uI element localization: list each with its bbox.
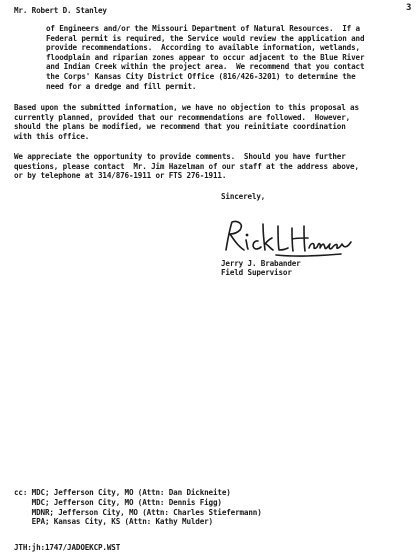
text-line: need for a dredge and fill permit. [46, 81, 197, 91]
text-line: currently planned, provided that our recommendations are followed. However, [14, 112, 351, 122]
cc-line: EPA; Kansas City, KS (Attn: Kathy Mulder) [14, 517, 213, 527]
text-line: Federal permit is required, the Service would review the application and [46, 33, 365, 43]
signer-block [221, 259, 301, 277]
text-line: questions, please contact Mr. Jim Hazelman of our staff at the address above, [14, 161, 359, 171]
text-line: provide recommendations. According to available information, wetlands, [46, 43, 360, 53]
cc-line: cc: MDC; Jefferson City, MO (Attn: Dan Dickneite) [14, 488, 231, 497]
text-line: or by telephone at 314/876-1911 or FTS 276-1911. [14, 171, 227, 181]
signer-title: Field Supervisor [221, 268, 292, 277]
signature-image [216, 214, 356, 264]
text-line: with this office. [14, 131, 90, 141]
text-line: Based upon the submitted information, we have no objection to this proposal as [14, 103, 359, 112]
closing-block [221, 192, 265, 201]
text-line: the Corps' Kansas City District Office (816/426-3201) to determine the [46, 71, 356, 81]
reference-initials: JTH:jh:1747/JADOEKCP.WST [14, 543, 121, 552]
paragraph-thanks [14, 152, 359, 181]
addressee-line: Mr. Robert D. Stanley [14, 6, 107, 15]
text-line: and Indian Creek within the project area. We recommend that you contact [46, 62, 365, 72]
cc-line: MDC; Jefferson City, MO (Attn: Dennis Figg) [14, 497, 222, 507]
paragraph-corps-permit [46, 24, 364, 91]
text-line: floodplain and riparian zones appear to occur adjacent to the Blue River [46, 52, 365, 62]
cc-list [14, 488, 262, 527]
text-line: of Engineers and/or the Missouri Department of Natural Resources. If a [46, 24, 360, 33]
paragraph-no-objection [14, 103, 359, 141]
text-line: should the plans be modified, we recommend that you reinitiate coordination [14, 122, 346, 132]
page-number: 3 [406, 3, 412, 13]
signer-name: Jerry J. Brabander [221, 259, 301, 268]
cc-line: MDNR; Jefferson City, MO (Attn: Charles Stiefermann) [14, 507, 262, 517]
closing-text: Sincerely, [221, 192, 266, 201]
text-line: We appreciate the opportunity to provide comments. Should you have further [14, 152, 346, 161]
